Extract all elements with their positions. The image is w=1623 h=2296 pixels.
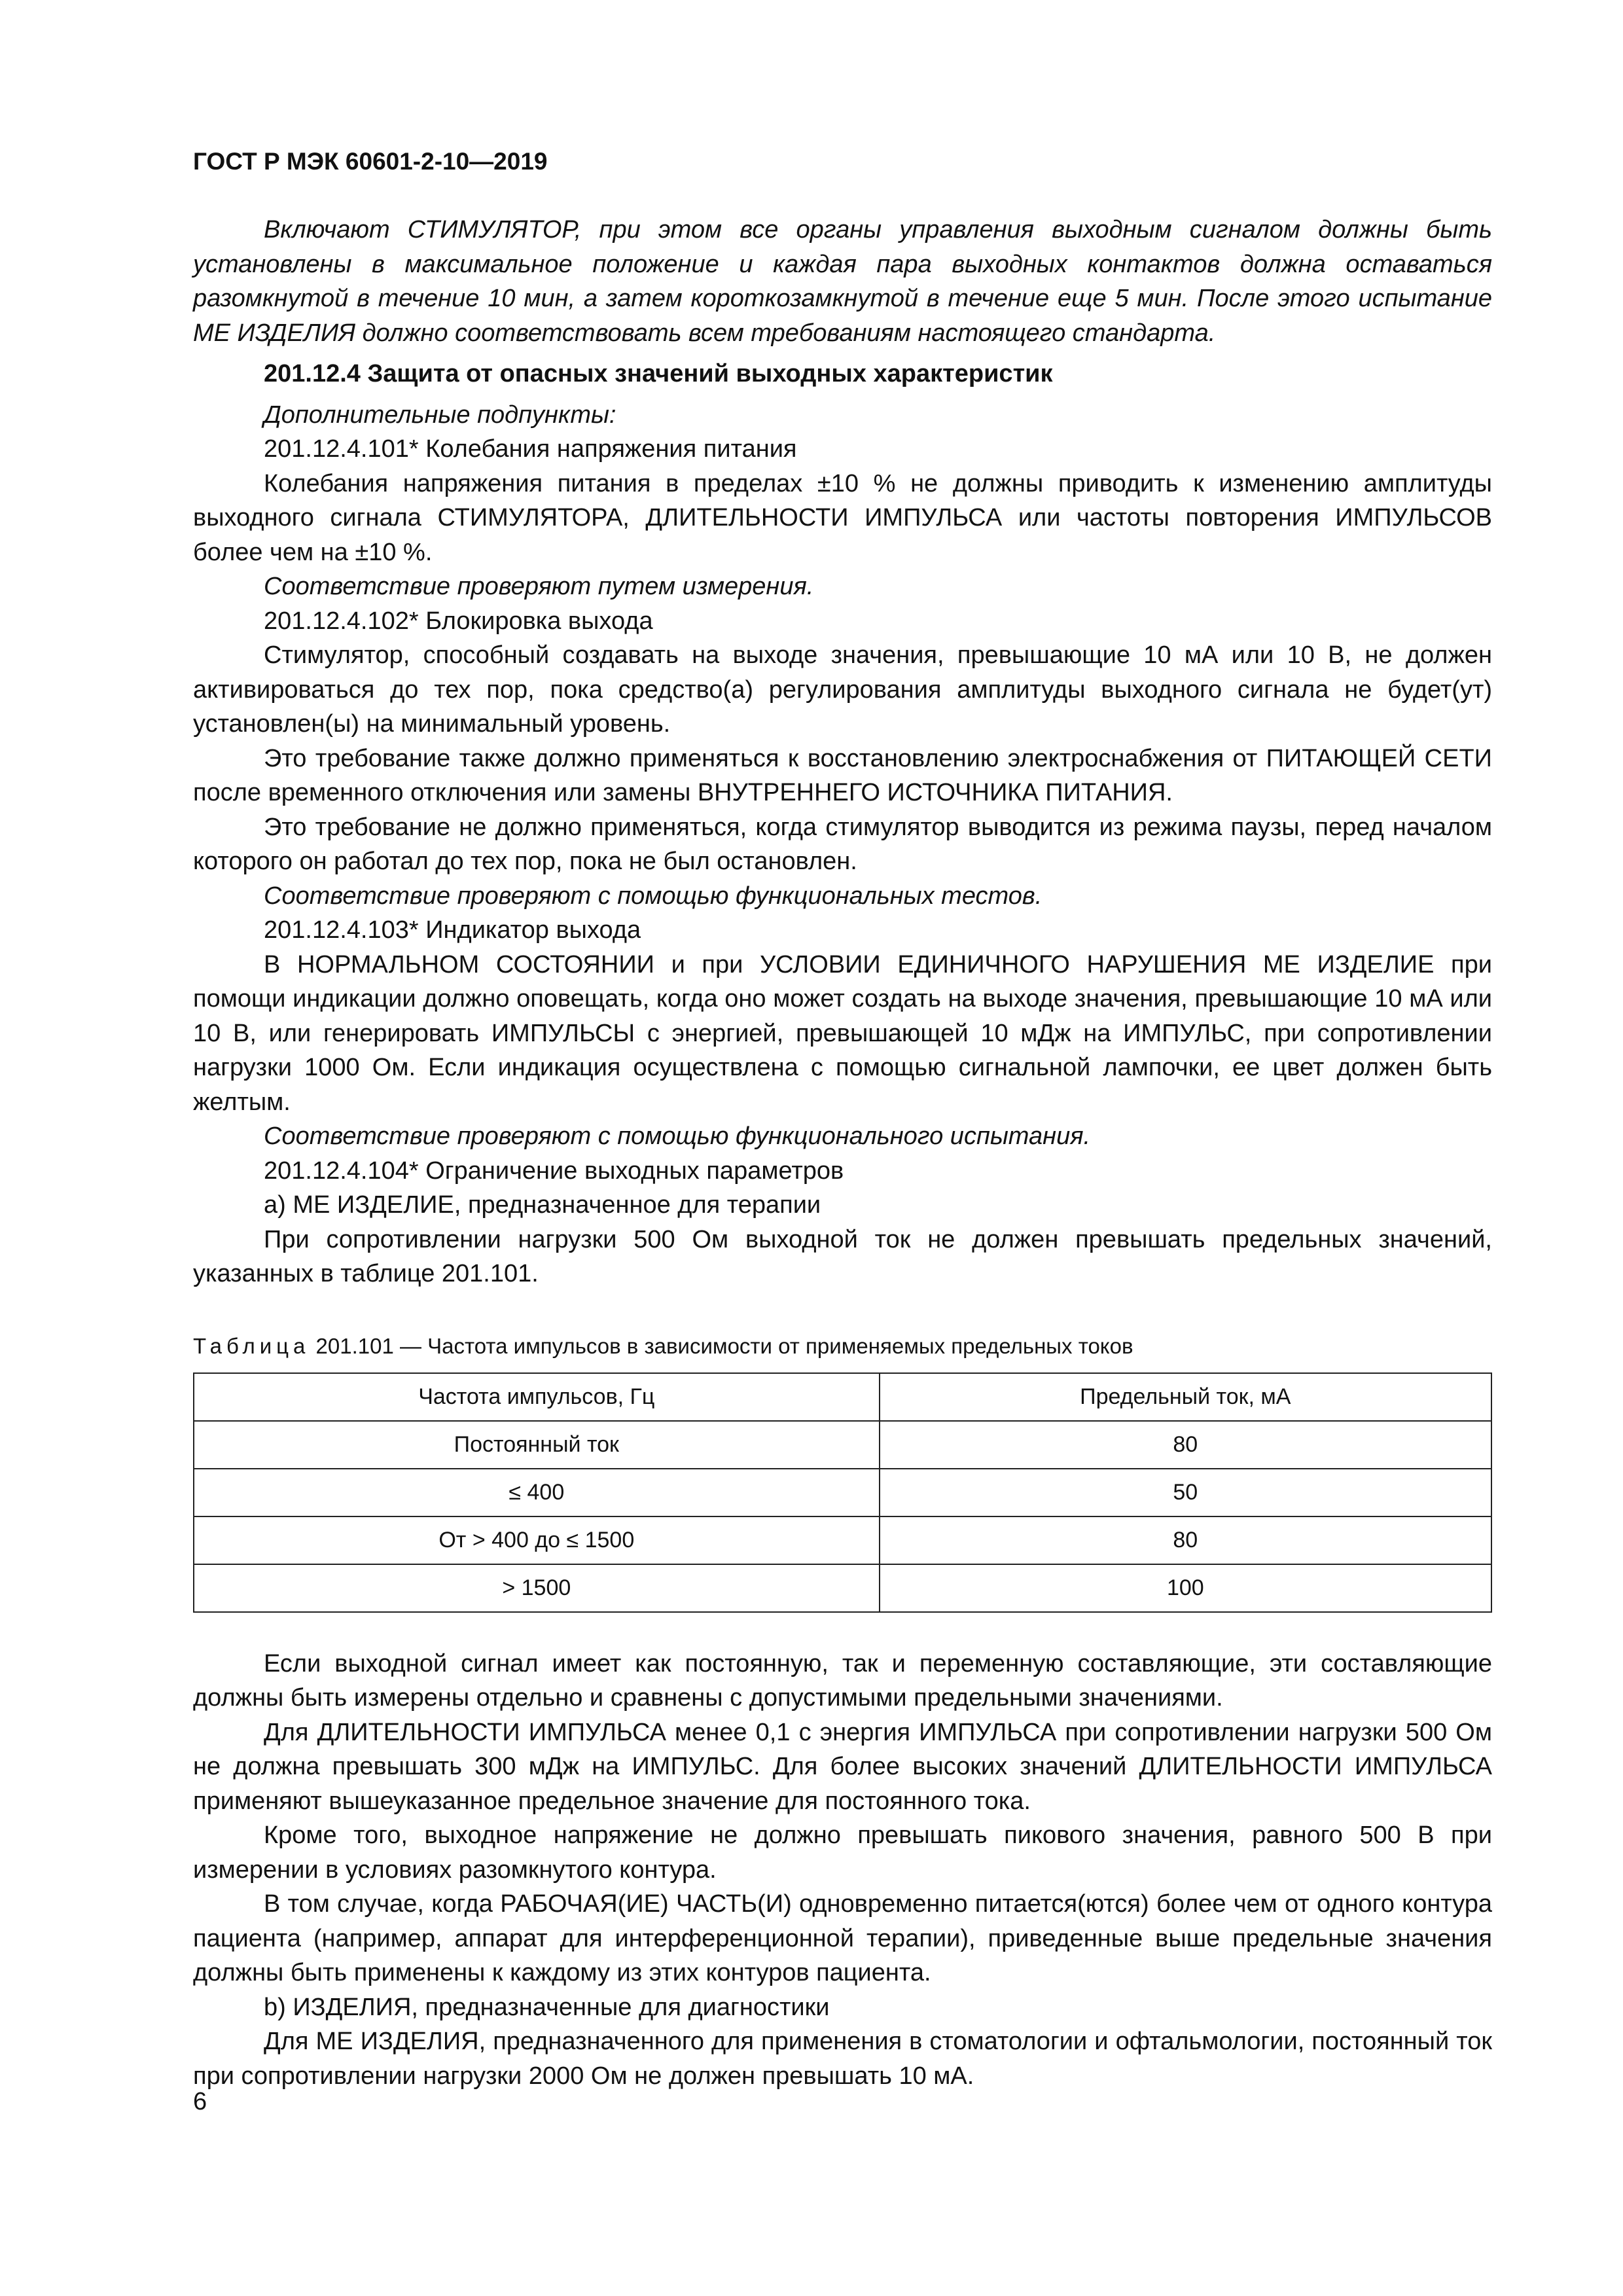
paragraph: Для МЕ ИЗДЕЛИЯ, предназначенного для применения в стоматологии и офтальмологии, постоянный ток при сопротивлении нагрузки 2000 Ом не должен превышать 10 мА. — [193, 2028, 1492, 2090]
table-caption-text: 201.101 — Частота импульсов в зависимости от применяемых предельных токов — [310, 1333, 1133, 1358]
data-table — [193, 1372, 1492, 1613]
table-cell: ≤ 400 — [194, 1469, 880, 1516]
paragraph: В том случае, когда РАБОЧАЯ(ИЕ) ЧАСТЬ(И) одновременно питается(ются) более чем от одного контура пациента (например, аппарат для интерференционной терапии), приведенные выше предельные значения должны быть применены к каждому из этих контуров пациента. — [193, 1890, 1492, 1986]
paragraph: Колебания напряжения питания в пределах ±10 % не должны приводить к изменению амплитуды выходного сигнала СТИМУЛЯТОРА, ДЛИТЕЛЬНОСТИ ИМПУЛЬСА или частоты повторения ИМПУЛЬСОВ более чем на ±10 %. — [193, 469, 1492, 566]
section-heading: 201.12.4 Защита от опасных значений выходных характеристик — [264, 360, 1053, 387]
paragraph: Дополнительные подпункты: — [264, 401, 616, 429]
subsection-heading: 201.12.4.101* Колебания напряжения питания — [264, 435, 797, 463]
paragraph: Соответствие проверяют с помощью функционального испытания. — [264, 1122, 1091, 1150]
table-header-row — [194, 1373, 1491, 1421]
paragraph: Стимулятор, способный создавать на выходе значения, превышающие 10 мА или 10 В, не должен активироваться до тех пор, пока средство(а) регулирования амплитуды выходного сигнала не будет(ут) установлен(ы) на минимальный уровень. — [193, 641, 1492, 738]
table-row — [194, 1421, 1491, 1469]
paragraph: Включают СТИМУЛЯТОР, при этом все органы управления выходным сигналом должны быть установлены в максимальное положение и каждая пара выходных контактов должна оставаться разомкнутой в течение 10 мин, а затем короткозамкнутой в течение еще 5 мин. После этого испытание МЕ ИЗДЕЛИЯ должно соответствовать всем требованиям настоящего стандарта. — [193, 216, 1492, 347]
subsection-heading: 201.12.4.103* Индикатор выхода — [264, 916, 641, 944]
paragraph: Соответствие проверяют путем измерения. — [264, 573, 814, 600]
subsection-heading: b) ИЗДЕЛИЯ, предназначенные для диагностики — [264, 1993, 830, 2021]
paragraph: Кроме того, выходное напряжение не должно превышать пикового значения, равного 500 В при измерении в условиях разомкнутого контура. — [193, 1821, 1492, 1884]
table-cell: 80 — [880, 1516, 1491, 1564]
table-caption-label: Таблица — [193, 1333, 310, 1358]
table-row — [194, 1516, 1491, 1564]
table-row — [194, 1564, 1491, 1612]
paragraph: Соответствие проверяют с помощью функциональных тестов. — [264, 882, 1043, 910]
table-row — [194, 1469, 1491, 1516]
page-number: 6 — [193, 2088, 207, 2115]
paragraph: При сопротивлении нагрузки 500 Ом выходной ток не должен превышать предельных значений, указанных в таблице 201.101. — [193, 1225, 1492, 1287]
table-cell: От > 400 до ≤ 1500 — [194, 1516, 880, 1564]
table-cell: > 1500 — [194, 1564, 880, 1612]
subsection-heading: 201.12.4.104* Ограничение выходных параметров — [264, 1157, 844, 1185]
paragraph: Для ДЛИТЕЛЬНОСТИ ИМПУЛЬСА менее 0,1 с энергия ИМПУЛЬСА при сопротивлении нагрузки 500 Ом не должна превышать 300 мДж на ИМПУЛЬС. Для более высоких значений ДЛИТЕЛЬНОСТИ ИМПУЛЬСА применяют вышеуказанное предельное значение для постоянного тока. — [193, 1718, 1492, 1815]
paragraph: В НОРМАЛЬНОМ СОСТОЯНИИ и при УСЛОВИИ ЕДИНИЧНОГО НАРУШЕНИЯ МЕ ИЗДЕЛИЕ при помощи индикации должно оповещать, когда оно может создать на выходе значения, превышающие 10 мА или 10 В, или генерировать ИМПУЛЬСЫ с энергией, превышающей 10 мДж на ИМПУЛЬС, при сопротивлении нагрузки 1000 Ом. Если индикация осуществлена с помощью сигнальной лампочки, ее цвет должен быть желтым. — [193, 950, 1492, 1116]
table-header-cell: Частота импульсов, Гц — [194, 1373, 880, 1421]
table-cell: Постоянный ток — [194, 1421, 880, 1469]
paragraph: a) МЕ ИЗДЕЛИЕ, предназначенное для терапии — [264, 1191, 821, 1219]
table-cell: 50 — [880, 1469, 1491, 1516]
paragraph: Это требование не должно применяться, когда стимулятор выводится из режима паузы, перед началом которого он работал до тех пор, пока не был остановлен. — [193, 813, 1492, 875]
table-header-cell: Предельный ток, мА — [880, 1373, 1491, 1421]
table-cell: 80 — [880, 1421, 1491, 1469]
table-caption — [193, 1332, 1492, 1361]
document-header: ГОСТ Р МЭК 60601-2-10—2019 — [193, 148, 548, 175]
document-page — [193, 147, 1492, 2093]
paragraph: Это требование также должно применяться к восстановлению электроснабжения от ПИТАЮЩЕЙ СЕТИ после временного отключения или замены ВНУТРЕННЕГО ИСТОЧНИКА ПИТАНИЯ. — [193, 744, 1492, 806]
body-text-top — [193, 213, 1492, 1291]
body-text-bottom — [193, 1647, 1492, 2094]
subsection-heading: 201.12.4.102* Блокировка выхода — [264, 607, 653, 635]
paragraph: Если выходной сигнал имеет как постоянную, так и переменную составляющие, эти составляющие должны быть измерены отдельно и сравнены с допустимыми предельными значениями. — [193, 1649, 1492, 1712]
table-cell: 100 — [880, 1564, 1491, 1612]
